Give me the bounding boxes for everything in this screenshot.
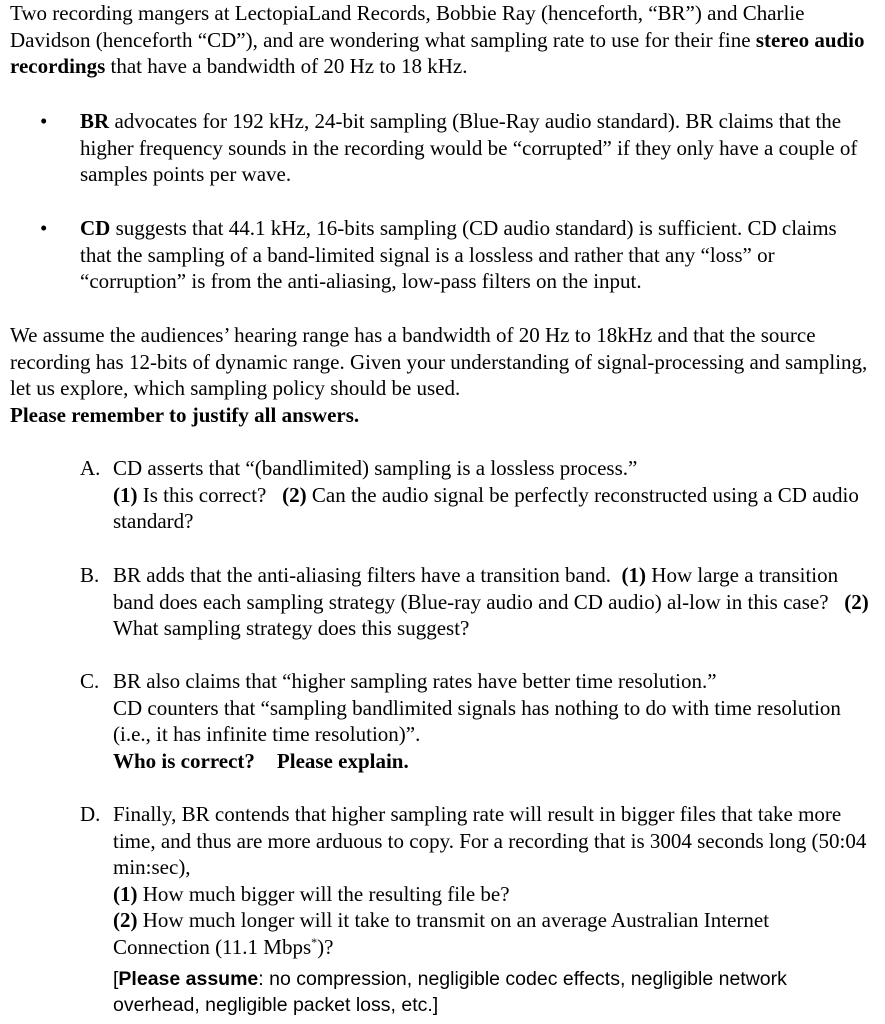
question-c-bold1: Who is correct?: [113, 748, 255, 773]
question-label: B.: [80, 563, 100, 587]
question-d-part2: How much longer will it take to transmit on an average Australian Internet Connection (11.1 Mbps: [113, 908, 770, 959]
assume-bold: Please assume: [118, 968, 259, 990]
bullet-text-cd: suggests that 44.1 kHz, 16-bits sampling (CD audio standard) is sufficient. CD claims that the sampling of a band-limited signal is a lossless and rather that any “loss” or “corruption” is from the anti-aliasing, low-pass filters on the input.: [80, 216, 837, 293]
question-label: C.: [80, 669, 100, 693]
question-d-line1: Finally, BR contends that higher sampling rate will result in bigger files that take more time, and thus are more arduous to copy. For a recording that is 3004 seconds long (50:04 min:sec),: [113, 802, 867, 879]
bullet-lead-cd: CD: [80, 216, 111, 240]
intro-bold: stereo audio recordings: [10, 27, 865, 78]
question-label: D.: [80, 802, 101, 826]
question-a-part2: Can the audio signal be perfectly reconstructed using a CD audio standard?: [113, 482, 859, 533]
bullet-dot: •: [40, 216, 48, 240]
justify-note: Please remember to justify all answers.: [10, 402, 360, 427]
question-b-intro: BR adds that the anti-aliasing filters have a transition band.: [113, 563, 622, 587]
bullet-br: [40, 108, 860, 188]
question-c-line1: BR also claims that “higher sampling rates have better time resolution.”: [113, 669, 717, 693]
question-d-part1: How much bigger will the resulting file be?: [137, 881, 510, 906]
question-c-line2: CD counters that “sampling bandlimited signals has nothing to do with time resolution (i.e., it has infinite time resolution)”.: [113, 695, 841, 746]
question-c-bold2: Please explain.: [276, 748, 409, 773]
question-label: A.: [80, 456, 101, 480]
bullet-text-br: advocates for 192 kHz, 24-bit sampling (Blue-Ray audio standard). BR claims that the higher frequency sounds in the recording would be “corrupted” if they only have a couple of samples points per wave.: [80, 109, 858, 186]
bracket-open: [: [113, 968, 119, 990]
part-marker: (1): [621, 563, 647, 587]
bullet-lead-br: BR: [80, 109, 110, 133]
intro-text-end: that have a bandwidth of 20 Hz to 18 kHz.: [105, 54, 468, 78]
assume-text: : no compression, negligible codec effects, negligible network overhead, negligible packet loss, etc.]: [113, 968, 787, 1016]
question-d: [80, 801, 870, 1018]
assumption-paragraph: [10, 322, 870, 428]
question-b-part1: How large a transition band does each sampling strategy (Blue-ray audio and CD audio) al-low in this case?: [113, 563, 845, 614]
assumption-note: [113, 966, 870, 1018]
question-b: [80, 562, 870, 642]
bullet-cd: [40, 215, 860, 295]
question-d-part2-end: )?: [317, 934, 334, 959]
intro-text: Two recording mangers at LectopiaLand Records, Bobbie Ray (henceforth, “BR”) and Charlie Davidson (henceforth “CD”), and are wondering what sampling rate to use for their fine: [10, 1, 805, 52]
question-a-line1: CD asserts that “(bandlimited) sampling is a lossless process.”: [113, 456, 638, 480]
intro-paragraph: [10, 0, 870, 80]
part-marker: (2): [844, 589, 869, 614]
part-marker: (2): [113, 908, 138, 932]
question-b-part2: What sampling strategy does this suggest?: [113, 616, 470, 640]
footnote-marker: *: [311, 934, 318, 949]
question-a: [80, 455, 870, 535]
assumption-text: We assume the audiences’ hearing range has a bandwidth of 20 Hz to 18kHz and that the source recording has 12-bits of dynamic range. Given your understanding of signal-processing and sampling, let us explore, which sampling policy should be used.: [10, 323, 868, 400]
part-marker: (2): [282, 482, 307, 507]
part-marker: (1): [113, 881, 138, 906]
part-marker: (1): [113, 482, 138, 507]
question-a-part1: Is this correct?: [137, 482, 283, 507]
question-c: [80, 668, 870, 774]
bullet-dot: •: [40, 109, 48, 133]
